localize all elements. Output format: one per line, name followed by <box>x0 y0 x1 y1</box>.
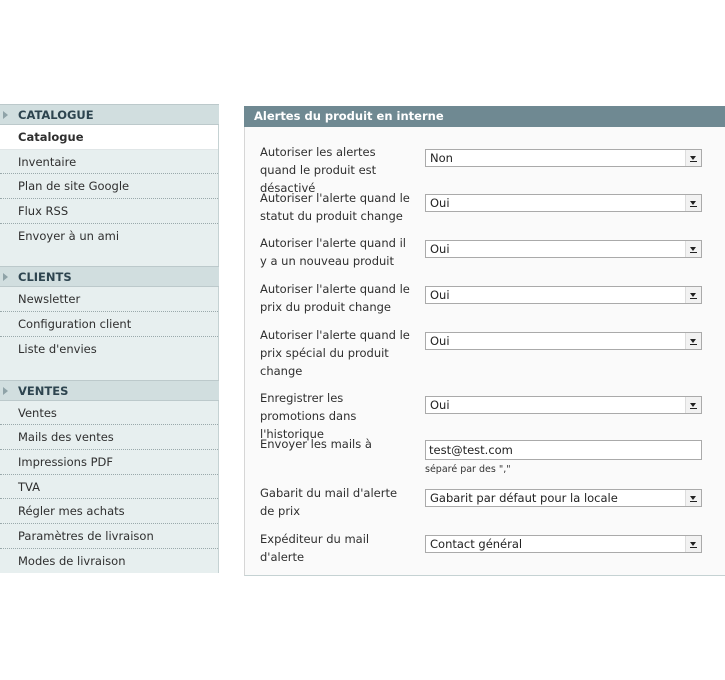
section-arrow-icon <box>3 111 8 119</box>
field-label: Autoriser l'alerte quand il y a un nouveau produit <box>260 236 406 268</box>
sidebar-item-liste-d-envies[interactable]: Liste d'envies <box>18 341 97 356</box>
dropdown-arrow-icon[interactable] <box>685 536 701 552</box>
sidebar-item-catalogue[interactable]: Catalogue <box>0 125 218 150</box>
sidebar-item-impressions-pdf[interactable]: Impressions PDF <box>0 450 218 475</box>
alert-special-price-change-select[interactable] <box>425 332 702 350</box>
section-items-catalogue <box>0 125 219 248</box>
config-sidebar <box>0 104 219 573</box>
field-label: Autoriser les alertes quand le produit est désactivé <box>260 145 377 195</box>
select-value: Oui <box>430 398 450 412</box>
dropdown-arrow-icon[interactable] <box>685 150 701 166</box>
sidebar-item-plan-de-site-google[interactable]: Plan de site Google <box>0 174 218 199</box>
section-header-ventes[interactable] <box>0 380 219 401</box>
field-note: séparé par des "," <box>425 464 511 475</box>
alert-sender-select[interactable] <box>425 535 702 553</box>
sidebar-item-inventaire[interactable]: Inventaire <box>0 150 218 175</box>
select-value: Contact général <box>430 537 523 551</box>
section-title: CLIENTS <box>18 270 72 285</box>
field-label: Expéditeur du mail d'alerte <box>260 532 370 564</box>
field-label: Envoyer les mails à <box>260 437 372 451</box>
sidebar-item-modes-de-livraison[interactable]: Modes de livraison <box>18 553 126 568</box>
alert-status-change-select[interactable] <box>425 194 702 212</box>
product-alerts-fieldset <box>244 106 725 576</box>
sidebar-item-envoyer-a-un-ami[interactable]: Envoyer à un ami <box>18 228 120 243</box>
dropdown-arrow-icon[interactable] <box>685 241 701 257</box>
select-value: Oui <box>430 242 450 256</box>
sidebar-item-ventes[interactable]: Ventes <box>0 401 218 426</box>
section-title: VENTES <box>18 383 69 398</box>
alert-price-change-select[interactable] <box>425 286 702 304</box>
send-emails-to-input[interactable]: test@test.com <box>425 440 702 460</box>
section-items-ventes <box>0 401 219 574</box>
save-promotions-history-select[interactable] <box>425 396 702 414</box>
dropdown-arrow-icon[interactable] <box>685 287 701 303</box>
section-arrow-icon <box>3 273 8 281</box>
field-label: Enregistrer les promotions dans l'historique <box>260 391 357 441</box>
section-items-clients <box>0 287 219 361</box>
alert-new-product-select[interactable] <box>425 240 702 258</box>
select-value: Oui <box>430 288 450 302</box>
section-header-catalogue[interactable] <box>0 104 219 125</box>
select-value: Gabarit par défaut pour la locale <box>430 491 618 505</box>
select-value: Non <box>430 151 453 165</box>
section-spacer <box>0 248 219 266</box>
dropdown-arrow-icon[interactable] <box>685 490 701 506</box>
sidebar-item-tva[interactable]: TVA <box>0 475 218 500</box>
select-value: Oui <box>430 196 450 210</box>
field-label: Autoriser l'alerte quand le statut du produit change <box>260 191 410 223</box>
sidebar-item-parametres-de-livraison[interactable]: Paramètres de livraison <box>0 524 218 549</box>
sidebar-item-mails-des-ventes[interactable]: Mails des ventes <box>0 425 218 450</box>
section-header-clients[interactable] <box>0 266 219 287</box>
dropdown-arrow-icon[interactable] <box>685 333 701 349</box>
sidebar-item-regler-mes-achats[interactable]: Régler mes achats <box>0 499 218 524</box>
sidebar-item-configuration-client[interactable]: Configuration client <box>0 312 218 337</box>
dropdown-arrow-icon[interactable] <box>685 397 701 413</box>
section-spacer <box>0 362 219 380</box>
section-arrow-icon <box>3 387 8 395</box>
price-alert-template-select[interactable] <box>425 489 702 507</box>
fieldset-header[interactable] <box>244 106 725 127</box>
fieldset-body <box>244 127 725 576</box>
field-label: Autoriser l'alerte quand le prix spécial du produit change <box>260 328 410 378</box>
fieldset-title: Alertes du produit en interne <box>254 109 444 123</box>
dropdown-arrow-icon[interactable] <box>685 195 701 211</box>
sidebar-item-flux-rss[interactable]: Flux RSS <box>0 199 218 224</box>
select-value: Oui <box>430 334 450 348</box>
section-title: CATALOGUE <box>18 108 94 122</box>
sidebar-item-newsletter[interactable]: Newsletter <box>0 287 218 312</box>
field-label: Gabarit du mail d'alerte de prix <box>260 486 398 518</box>
alert-disabled-product-select[interactable] <box>425 149 702 167</box>
field-label: Autoriser l'alerte quand le prix du produit change <box>260 282 410 314</box>
